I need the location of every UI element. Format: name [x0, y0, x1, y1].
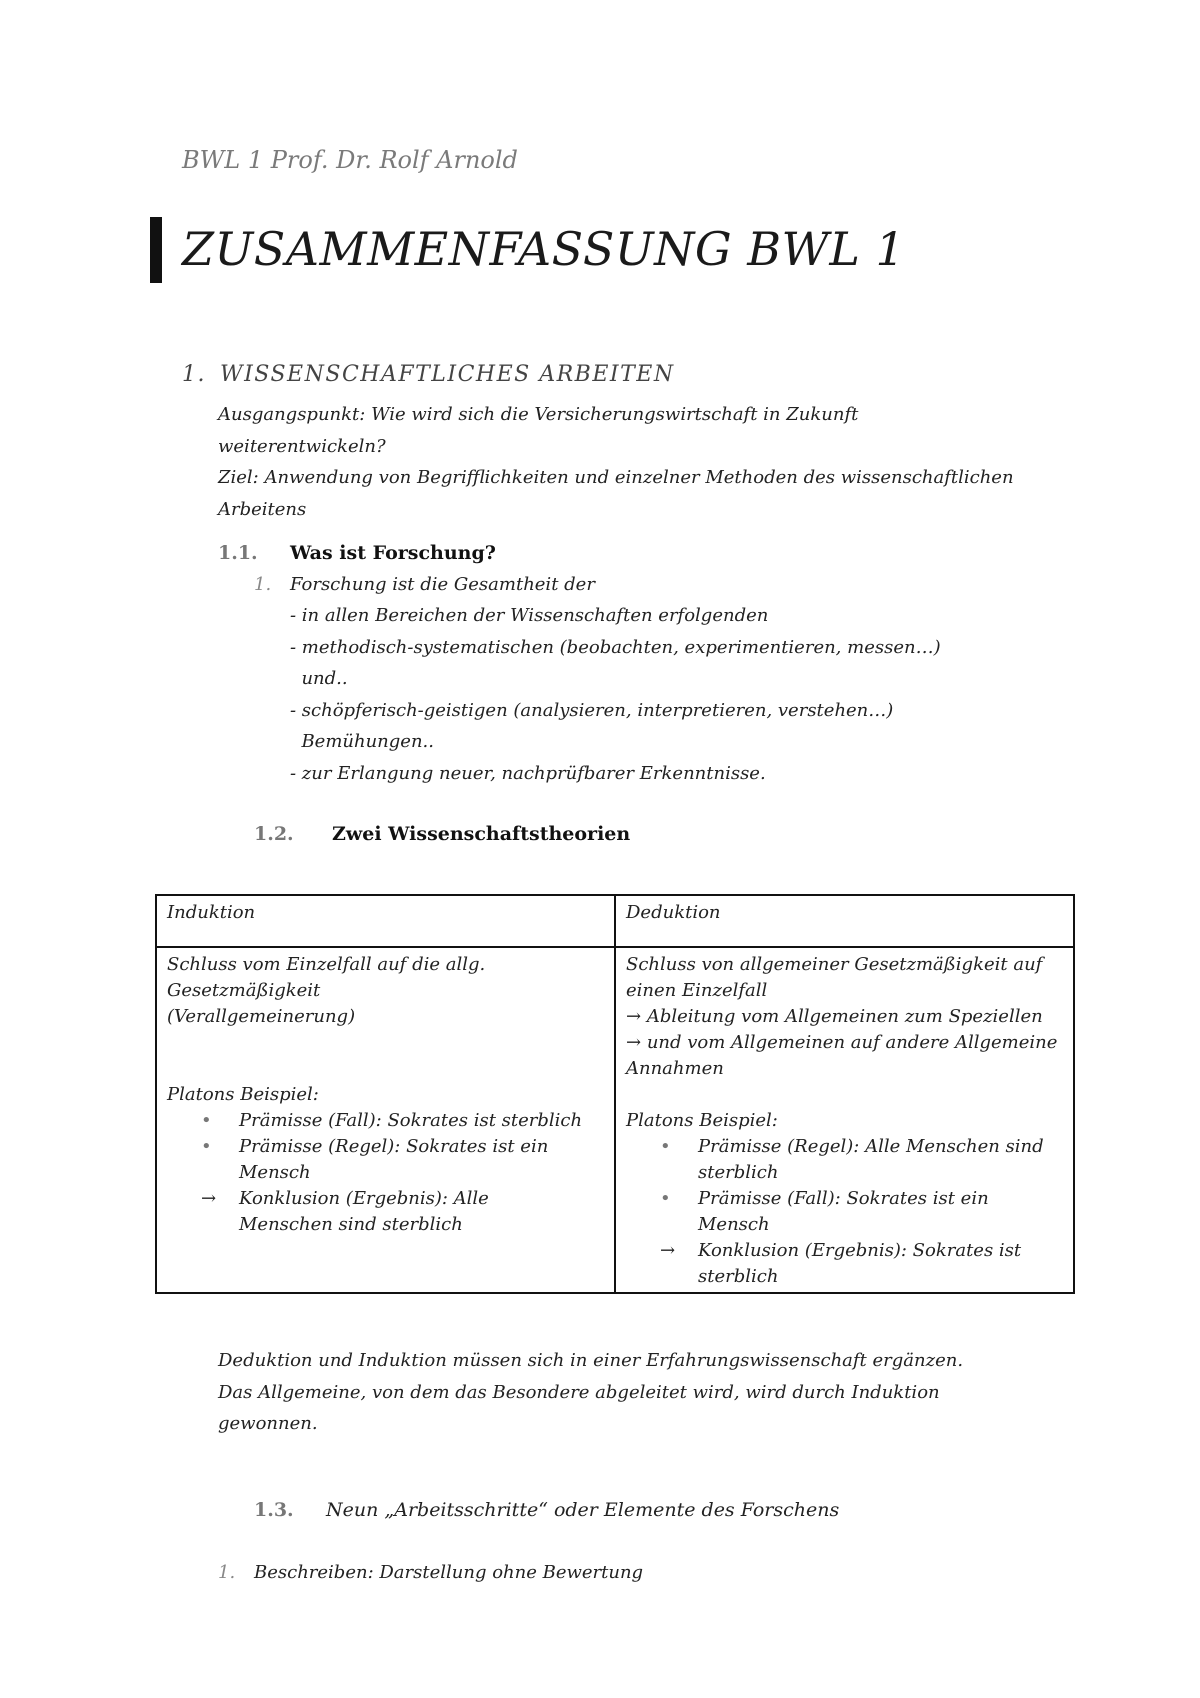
list-number-1: 1. — [254, 574, 272, 595]
section-1-number: 1. — [182, 362, 206, 387]
arrow-right-icon: → — [201, 1188, 217, 1209]
induktion-bullet-1: • Prämisse (Fall): Sokrates ist sterblich — [167, 1108, 604, 1134]
table-header-induktion: Induktion — [156, 895, 615, 947]
table-header-deduktion: Deduktion — [615, 895, 1074, 947]
forschung-line-1: Forschung ist die Gesamtheit der — [290, 574, 595, 595]
deduktion-arrow-1: → Ableitung vom Allgemeinen zum Speziellen — [626, 1006, 1043, 1027]
section-1-heading — [182, 362, 675, 387]
intro-line-4: Arbeitens — [218, 499, 307, 520]
forschung-line-4: und.. — [290, 668, 348, 689]
induktion-example-label: Platons Beispiel: — [167, 1084, 319, 1105]
section-1-3-title: Neun „Arbeitsschritte“ oder Elemente des Forschens — [326, 1499, 840, 1521]
arrow-right-icon: → — [626, 1032, 642, 1053]
section-1-1-number: 1.1. — [218, 542, 258, 564]
induktion-line: (Verallgemeinerung) — [167, 1006, 356, 1027]
induktion-conclusion: → Konklusion (Ergebnis): Alle Menschen sind sterblich — [201, 1188, 489, 1235]
section-1-2-title: Zwei Wissenschaftstheorien — [332, 823, 631, 845]
deduktion-arrow-2: → und vom Allgemeinen auf andere Allgemeine — [626, 1032, 1058, 1053]
deduktion-bullet-1: • Prämisse (Regel): Alle Menschen sind sterblich — [660, 1136, 1044, 1183]
intro-line-2: weiterentwickeln? — [218, 436, 386, 457]
section-1-title: WISSENSCHAFTLICHES ARBEITEN — [220, 362, 675, 387]
forschung-line-6: Bemühungen.. — [290, 731, 434, 752]
document-subtitle: BWL 1 Prof. Dr. Rolf Arnold — [182, 146, 518, 174]
title-accent-bar — [150, 217, 162, 283]
induktion-line: Gesetzmäßigkeit — [167, 980, 321, 1001]
arrow-right-icon: → — [626, 1006, 642, 1027]
deduktion-example-label: Platons Beispiel: — [626, 1110, 778, 1131]
forschung-line-2: - in allen Bereichen der Wissenschaften erfolgenden — [290, 605, 769, 626]
section-1-2-number: 1.2. — [254, 823, 294, 845]
document-title: ZUSAMMENFASSUNG BWL 1 — [182, 222, 906, 276]
deduktion-line: einen Einzelfall — [626, 980, 768, 1001]
forschung-line-5: - schöpferisch-geistigen (analysieren, interpretieren, verstehen…) — [290, 700, 894, 721]
list-item-1-text: Beschreiben: Darstellung ohne Bewertung — [254, 1562, 644, 1583]
intro-line-1: Ausgangspunkt: Wie wird sich die Versicherungswirtschaft in Zukunft — [218, 404, 859, 425]
bullet-icon: • — [201, 1136, 212, 1157]
section-1-3-number: 1.3. — [254, 1499, 294, 1521]
arrow-right-icon: → — [660, 1240, 676, 1261]
bullet-icon: • — [201, 1110, 212, 1131]
intro-line-3: Ziel: Anwendung von Begrifflichkeiten und einzelner Methoden des wissenschaftlichen — [218, 467, 1014, 488]
section-1-1-title: Was ist Forschung? — [290, 542, 496, 564]
list-item-1-number: 1. — [218, 1562, 236, 1583]
forschung-line-3: - methodisch-systematischen (beobachten, experimentieren, messen…) — [290, 637, 941, 658]
table-row — [156, 947, 1074, 1293]
deduktion-cell: Schluss von allgemeiner Gesetzmäßigkeit auf einen Einzelfall → Ableitung vom Allgemeinen zum Speziellen → und vom Allgemeinen auf andere Allgemeine Annahmen Platons Beispiel: • Prämisse (Regel): Alle Menschen sind sterblich • Prämisse (Fall): Sokrates ist ein Mensch → Konklusion (Ergebnis): Sokrates ist sterblich — [615, 947, 1074, 1293]
bullet-icon: • — [660, 1188, 671, 1209]
summary-line-1: Deduktion und Induktion müssen sich in einer Erfahrungswissenschaft ergänzen. — [218, 1350, 964, 1371]
deduktion-line: Schluss von allgemeiner Gesetzmäßigkeit auf — [626, 954, 1043, 975]
induktion-line: Schluss vom Einzelfall auf die allg. — [167, 954, 486, 975]
summary-line-2: Das Allgemeine, von dem das Besondere abgeleitet wird, wird durch Induktion — [218, 1382, 940, 1403]
induktion-bullet-2: • Prämisse (Regel): Sokrates ist ein Mensch — [201, 1136, 549, 1183]
bullet-icon: • — [660, 1136, 671, 1157]
theories-table — [155, 894, 1075, 1294]
forschung-line-7: - zur Erlangung neuer, nachprüfbarer Erkenntnisse. — [290, 763, 766, 784]
deduktion-conclusion: → Konklusion (Ergebnis): Sokrates ist sterblich — [660, 1240, 1022, 1287]
induktion-cell — [156, 947, 615, 1293]
deduktion-bullet-2: • Prämisse (Fall): Sokrates ist ein Mensch — [660, 1188, 989, 1235]
table-header-row — [156, 895, 1074, 947]
summary-line-3: gewonnen. — [218, 1413, 318, 1434]
